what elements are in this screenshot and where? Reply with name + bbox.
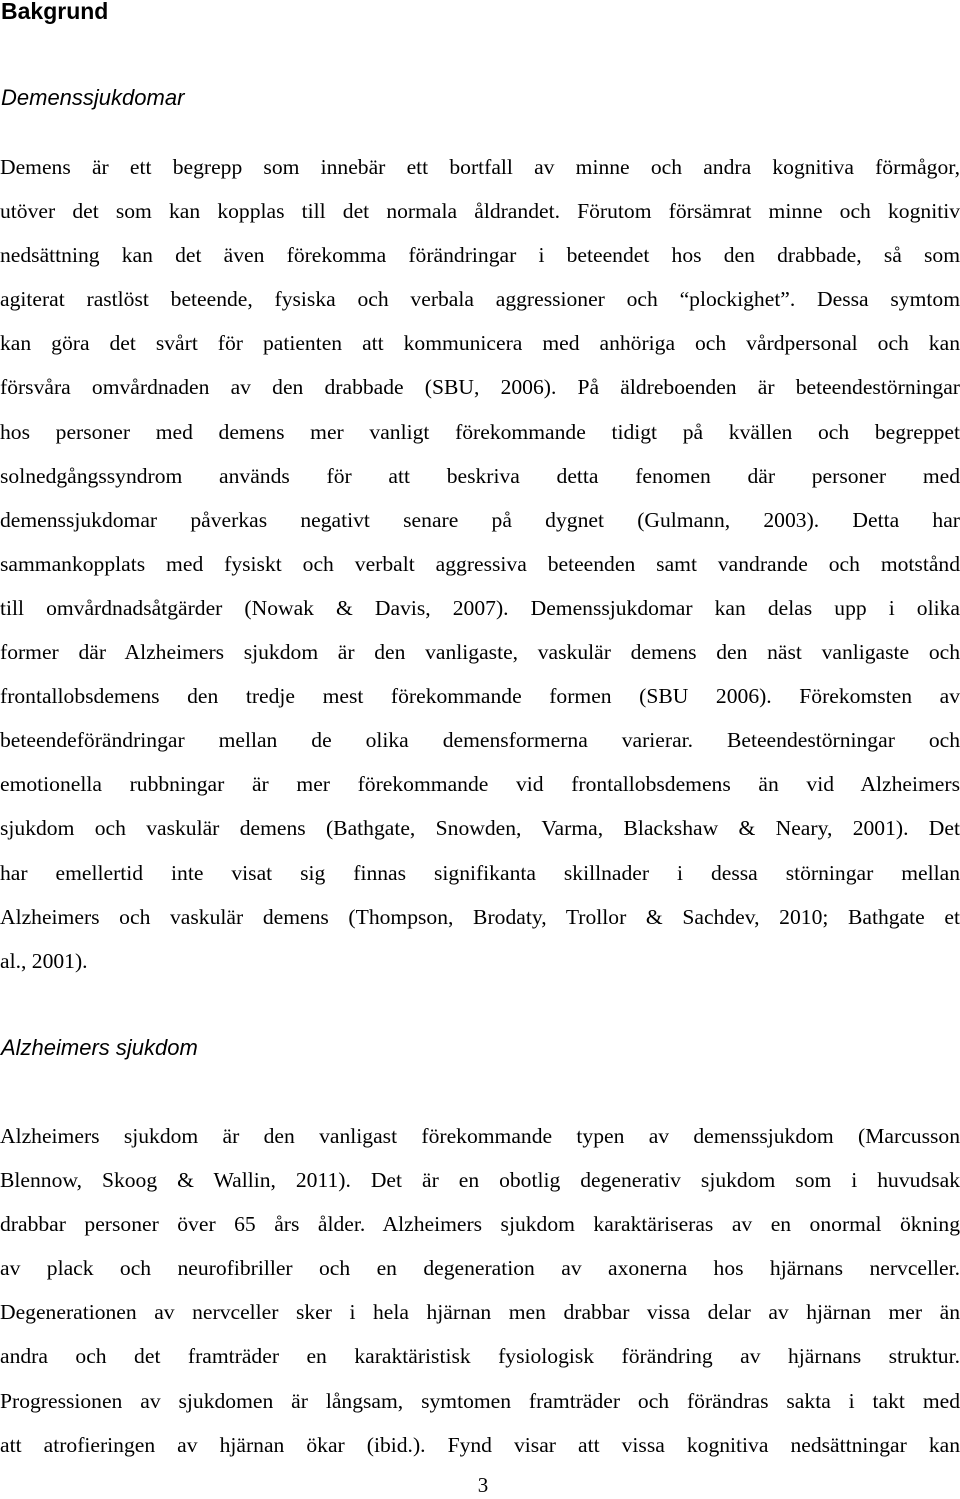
text-line: beteendeförändringar mellan de olika demensformerna varierar. Beteendestörningar och: [0, 728, 960, 753]
text-line: emotionella rubbningar är mer förekommande vid frontallobsdemens än vid Alzheimers: [0, 772, 960, 797]
text-line: sammankopplats med fysiskt och verbalt aggressiva beteenden samt vandrande och motstånd: [0, 551, 960, 576]
text-line: Alzheimers sjukdom är den vanligast förekommande typen av demenssjukdom (Marcusson: [0, 1124, 960, 1148]
text-line: drabbar personer över 65 års ålder. Alzheimers sjukdom karaktäriseras av en onormal ökning: [0, 1212, 960, 1237]
text-line: hos personer med demens mer vanligt förekommande tidigt på kvällen och begreppet: [0, 419, 960, 444]
text-line: frontallobsdemens den tredje mest förekommande formen (SBU 2006). Förekomsten av: [0, 684, 960, 709]
heading-demenssjukdomar: Demenssjukdomar: [1, 85, 185, 110]
text-line: av plack och neurofibriller och en degeneration av axonerna hos hjärnans nervceller.: [0, 1256, 960, 1281]
text-line: andra och det framträder en karaktäristisk fysiologisk förändring av hjärnans struktur.: [0, 1344, 960, 1369]
heading-alzheimers-sjukdom: Alzheimers sjukdom: [1, 1035, 198, 1060]
text-line: utöver det som kan kopplas till det normala åldrandet. Förutom försämrat minne och kognitiv: [0, 199, 960, 224]
text-line: agiterat rastlöst beteende, fysiska och verbala aggressioner och “plockighet”. Dessa symtom: [0, 287, 960, 312]
text-line: sjukdom och vaskulär demens (Bathgate, Snowden, Varma, Blackshaw & Neary, 2001). Det: [0, 816, 960, 841]
page-number: 3: [477, 1473, 489, 1497]
text-line: al., 2001).: [0, 948, 88, 973]
text-line: Progressionen av sjukdomen är långsam, symtomen framträder och förändras sakta i takt med: [0, 1388, 960, 1413]
text-line: solnedgångssyndrom används för att beskriva detta fenomen där personer med: [0, 463, 960, 488]
text-line: har emellertid inte visat sig finnas signifikanta skillnader i dessa störningar mellan: [0, 860, 960, 885]
text-line: former där Alzheimers sjukdom är den vanligaste, vaskulär demens den näst vanligaste och: [0, 640, 960, 665]
paragraph-alzheimers: [0, 1114, 960, 1467]
heading-bakgrund: Bakgrund: [1, 0, 109, 24]
text-line: demenssjukdomar påverkas negativt senare på dygnet (Gulmann, 2003). Detta har: [0, 507, 960, 532]
text-line: Blennow, Skoog & Wallin, 2011). Det är en obotlig degenerativ sjukdom som i huvudsak: [0, 1168, 960, 1193]
text-line: att atrofieringen av hjärnan ökar (ibid.). Fynd visar att vissa kognitiva nedsättningar kan: [0, 1432, 960, 1457]
text-line: Alzheimers och vaskulär demens (Thompson, Brodaty, Trollor & Sachdev, 2010; Bathgate et: [0, 904, 960, 929]
text-line: Demens är ett begrepp som innebär ett bortfall av minne och andra kognitiva förmågor,: [0, 155, 960, 179]
text-line: till omvårdnadsåtgärder (Nowak & Davis, 2007). Demenssjukdomar kan delas upp i olika: [0, 595, 960, 620]
paragraph-demenssjukdomar: [0, 145, 960, 983]
text-line: nedsättning kan det även förekomma förändringar i beteendet hos den drabbade, så som: [0, 243, 960, 268]
text-line: Degenerationen av nervceller sker i hela hjärnan men drabbar vissa delar av hjärnan mer än: [0, 1300, 960, 1325]
text-line: kan göra det svårt för patienten att kommunicera med anhöriga och vårdpersonal och kan: [0, 331, 960, 356]
text-line: försvåra omvårdnaden av den drabbade (SBU, 2006). På äldreboenden är beteendestörningar: [0, 375, 960, 400]
